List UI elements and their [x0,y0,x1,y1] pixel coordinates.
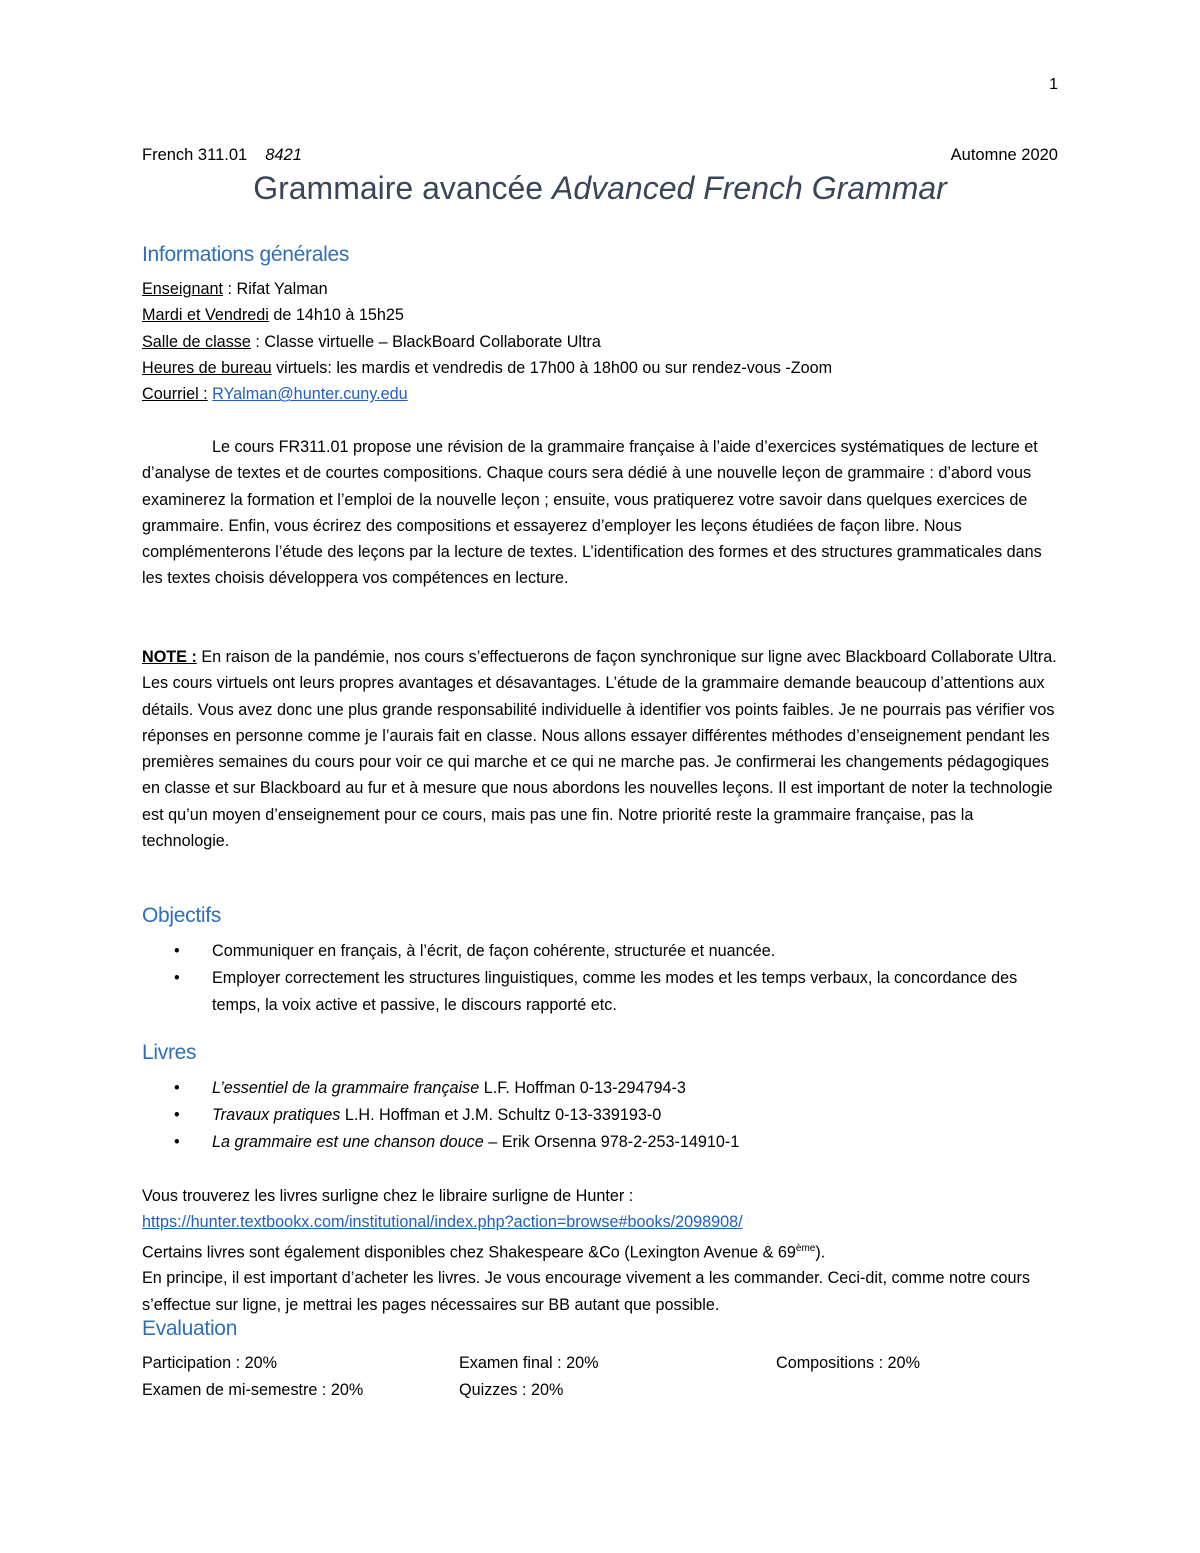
days-value: de 14h10 à 15h25 [268,306,404,325]
title-french: Grammaire avancée [253,170,544,206]
list-item [142,965,1060,1019]
room-label: Salle de classe [142,332,251,351]
office-hours-label: Heures de bureau [142,358,272,377]
note-text: En raison de la pandémie, nos cours s’effectuerons de façon synchronique sur ligne avec Blackboard Collaborate Ultra. Les cours virtuels ont leurs propres avantages et désavantages. L’étude de la grammaire demande beaucoup d’attentions aux détails. Vous avez donc une plus grande responsabilité individuelle à identifier vos points faibles. Je ne pourrais pas vérifier vos réponses en personne comme je l’aurais fait en classe. Nous allons essayer différentes méthodes d’enseignement pendant les premières semaines du cours pour voir ce qui marche et ce qui ne marche pas. Je confirmerai les changements pédagogiques en classe et sur Blackboard au fur et à mesure que nous abordons les nouvelles leçons. Il est important de noter la technologie est qu’un moyen d’enseignement pour ce cours, mais pas une fin. Notre priorité reste la grammaire française, pas la technologie. [142,648,1057,851]
room-sep: : [250,332,265,351]
bullet-icon: • [174,969,180,987]
store-text: Vous trouverez les livres surligne chez le libraire surligne de Hunter : [142,1187,634,1205]
email-line [142,381,1060,407]
course-header [142,146,1058,165]
books-list [142,1075,1060,1156]
ordinal-suffix: ème [795,1242,816,1254]
shakespeare-text: Certains livres sont également disponibles chez Shakespeare &Co (Lexington Avenue & 69 [142,1242,796,1261]
book-title: L’essentiel de la grammaire française [212,1079,480,1097]
course-term: Automne 2020 [950,146,1058,164]
note-paragraph [142,644,1060,854]
purchase-advice: En principe, il est important d’acheter les livres. Je vous encourage vivement a les commander. Ceci-dit, comme notre cours s’effectue sur ligne, je mettrai les pages nécessaires sur BB autant que possible. [142,1269,1031,1314]
book-title: La grammaire est une chanson douce [212,1133,484,1151]
objective-text: Communiquer en français, à l’écrit, de façon cohérente, structurée et nuancée. [212,942,776,960]
days-line [142,302,1060,328]
book-details: – Erik Orsenna 978-2-253-14910-1 [483,1133,740,1151]
teacher-name: Rifat Yalman [236,280,328,298]
books-heading: Livres [142,1041,197,1064]
evaluation-grid [142,1350,1060,1404]
evaluation-row [142,1377,1060,1404]
midterm-weight: Examen de mi-semestre : 20% [142,1381,364,1399]
books-info [142,1183,1060,1318]
course-code: French 311.01 [142,146,248,164]
intro-paragraph: Le cours FR311.01 propose une révision de la grammaire française à l’aide d’exercices systématiques de lecture et d’analyse de textes et de courtes compositions. Chaque cours sera dédié à une nouvelle leçon de grammaire : d’abord vous examinerez la formation et l’emploi de la nouvelle leçon ; ensuite, vous pratiquerez votre savoir dans quelques exercices de grammaire. Enfin, vous écrirez des compositions et essayerez d’employer les leçons étudiées de façon libre. Nous complémenterons l’étude des leçons par la lecture de textes. L’identification des formes et des structures grammaticales dans les textes choisis développera vos compétences en lecture. [142,438,1042,588]
list-item [142,938,1060,965]
general-info [142,276,1060,407]
list-item [142,1075,1060,1102]
room-line [142,329,1060,355]
office-hours-value: virtuels: les mardis et vendredis de 17h00 à 18h00 ou sur rendez-vous -Zoom [271,358,833,377]
email-link[interactable]: RYalman@hunter.cuny.edu [212,385,408,404]
note-label: NOTE : [142,648,197,666]
page-number: 1 [1049,76,1058,93]
quizzes-weight: Quizzes : 20% [459,1381,564,1399]
office-hours-line [142,355,1060,381]
book-details: L.H. Hoffman et J.M. Schultz 0-13-339193-0 [340,1106,662,1124]
general-info-heading: Informations générales [142,243,350,266]
objective-text: Employer correctement les structures linguistiques, comme les modes et les temps verbaux, la concordance des temps, la voix active et passive, le discours rapporté etc. [212,969,1018,1014]
store-link[interactable]: https://hunter.textbookx.com/institutional/index.php?action=browse#books/2098908/ [142,1213,743,1232]
days-label: Mardi et Vendredi [142,306,269,325]
title-english: Advanced French Grammar [551,170,947,206]
room-value: Classe virtuelle – BlackBoard Collaborate Ultra [264,332,601,351]
shakespeare-end: ). [815,1242,826,1261]
teacher-sep: : [223,280,237,298]
objectives-heading: Objectifs [142,904,221,927]
bullet-icon: • [174,942,180,960]
teacher-line [142,276,1060,302]
shakespeare-line [142,1236,1060,1266]
evaluation-heading: Evaluation [142,1317,238,1340]
list-item [142,1129,1060,1156]
bullet-icon: • [174,1106,180,1124]
evaluation-row [142,1350,1060,1377]
course-crn: 8421 [265,146,302,164]
participation-weight: Participation : 20% [142,1354,277,1372]
course-id [142,146,302,165]
compositions-weight: Compositions : 20% [776,1354,920,1372]
page-title [0,170,1200,207]
book-details: L.F. Hoffman 0-13-294794-3 [479,1079,686,1097]
bullet-icon: • [174,1133,180,1151]
final-exam-weight: Examen final : 20% [459,1354,599,1372]
email-label: Courriel : [142,385,208,404]
objectives-list [142,938,1060,1019]
book-title: Travaux pratiques [212,1106,341,1124]
list-item [142,1102,1060,1129]
teacher-label: Enseignant [142,280,224,298]
bullet-icon: • [174,1079,180,1097]
